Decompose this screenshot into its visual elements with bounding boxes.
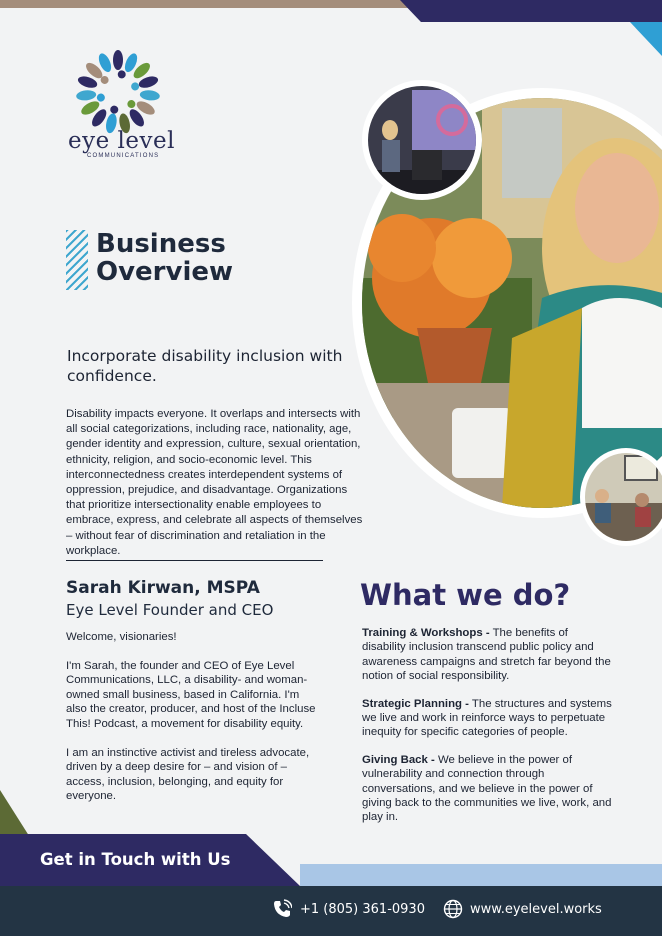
services-title: What we do? (360, 578, 571, 612)
speaker-photo (362, 80, 482, 200)
get-in-touch-label: Get in Touch with Us (40, 850, 231, 869)
heading-stripes (66, 230, 88, 290)
service-text: The structures and systems we live and work in reinforce ways to perpetuate inequity for specific categories of people. (362, 697, 612, 739)
phone-link[interactable]: +1 (805) 361-0930 (300, 902, 425, 917)
founder-role: Eye Level Founder and CEO (66, 601, 274, 619)
workshop-photo (580, 448, 662, 546)
services-list (362, 626, 612, 838)
intro-body: Disability impacts everyone. It overlaps and intersects with all social categorizations, including race, nationality, age, gender identity and expression, culture, sexual orientation, ethnicity, religion, and socio-economic level. This interconnectedness creates interdependent systems of oppression, prejudice, and disadvantage. Organizations that prioritize intersectionality enable employees to embrace, express, and celebrate all aspects of themselves – without fear of discrimination and retaliation in the workplace. (66, 408, 363, 557)
website-link[interactable]: www.eyelevel.works (470, 902, 602, 917)
founder-letter (66, 630, 316, 818)
service-item (362, 697, 612, 740)
letter-paragraph: I am an instinctive activist and tireless advocate, driven by a deep desire for – and vision of – access, inclusion, belonging, and equity for everyone. (66, 746, 310, 803)
brand-tagline: COMMUNICATIONS (87, 153, 160, 159)
letter-paragraph: I'm Sarah, the founder and CEO of Eye Level Communications, LLC, a disability- and woman-owned small business, based in California. I'm also the creator, producer, and host of the Incluse This! Podcast, a movement for disability equity. (66, 659, 316, 730)
service-text: The benefits of disability inclusion transcend public policy and awareness campaigns and stretch far beyond the notion of social responsibility. (362, 627, 611, 683)
service-label: Training & Workshops - (362, 627, 490, 639)
service-item (362, 626, 612, 684)
workshop-photo-frame (580, 448, 662, 546)
top-accent-bar (0, 0, 430, 8)
service-item (362, 753, 612, 825)
section-divider (66, 560, 323, 561)
letter-paragraph: Welcome, visionaries! (66, 631, 177, 643)
founder-name: Sarah Kirwan, MSPA (66, 578, 260, 598)
service-label: Strategic Planning - (362, 697, 469, 710)
service-text: We believe in the power of vulnerability and connection through conversations, and we believe in the power of giving back to the communities we live, work, and play in. (362, 753, 612, 824)
service-label: Giving Back - (362, 753, 435, 766)
corner-accent (630, 22, 662, 56)
page-title: Business Overview (96, 229, 234, 287)
intro-subtitle: Incorporate disability inclusion with confidence. (67, 347, 343, 385)
top-navy-bar (400, 0, 662, 22)
lightblue-band (300, 864, 662, 886)
phone-icon (272, 899, 292, 919)
globe-icon (443, 899, 463, 919)
brand-name: eye level (68, 128, 175, 154)
speaker-photo-frame (362, 80, 482, 200)
eye-level-logo-icon (68, 46, 168, 138)
